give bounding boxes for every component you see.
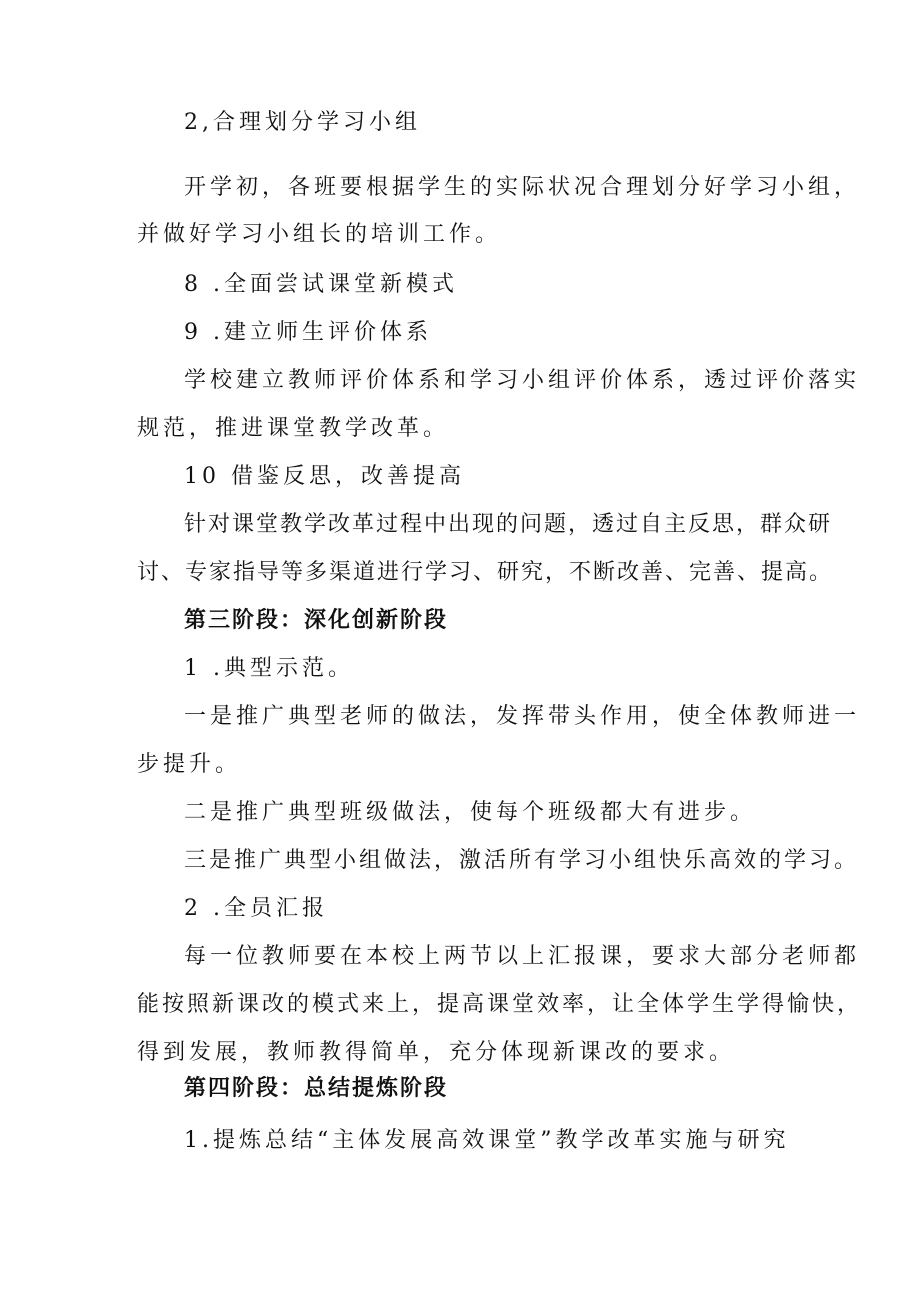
- paragraph-line: 三是推广典型小组做法，激活所有学习小组快乐高效的学习。: [184, 848, 860, 873]
- stage-4-heading: 第四阶段：总结提炼阶段: [184, 1076, 449, 1101]
- paragraph-line: 二是推广典型班级做法，使每个班级都大有进步。: [184, 800, 757, 825]
- paragraph-line: 学校建立教师评价体系和学习小组评价体系，透过评价落实: [184, 368, 861, 393]
- item-9-heading: 9 .建立师生评价体系: [184, 320, 432, 345]
- paragraph-line: 讨、专家指导等多渠道进行学习、研究，不断改善、完善、提高。: [137, 560, 834, 585]
- item-10-heading: 10 借鉴反思，改善提高: [184, 464, 465, 489]
- paragraph-line: 能按照新课改的模式来上，提高课堂效率，让全体学生学得愉快，: [137, 992, 863, 1017]
- stage-3-heading: 第三阶段：深化创新阶段: [184, 608, 449, 633]
- stage-4-item-1: 1.提炼总结“主体发展高效课堂”教学改革实施与研究: [184, 1128, 790, 1153]
- stage-3-item-2: 2 .全员汇报: [184, 896, 328, 921]
- paragraph-line: 得到发展，教师教得简单，充分体现新课改的要求。: [137, 1040, 736, 1065]
- paragraph-line: 并做好学习小组长的培训工作。: [137, 222, 502, 247]
- item-2-heading: 2,合理划分学习小组: [184, 110, 421, 135]
- paragraph-line: 规范，推进课堂教学改革。: [137, 416, 450, 441]
- paragraph-line: 步提升。: [137, 752, 242, 777]
- item-8-heading: 8 .全面尝试课堂新模式: [184, 272, 458, 297]
- paragraph-line: 每一位教师要在本校上两节以上汇报课，要求大部分老师都: [184, 944, 861, 969]
- paragraph-line: 针对课堂教学改革过程中出现的问题，透过自主反思，群众研: [184, 512, 833, 537]
- paragraph-line: 一是推广典型老师的做法，发挥带头作用，使全体教师进一: [184, 704, 861, 729]
- paragraph-line: 开学初，各班要根据学生的实际状况合理划分好学习小组，: [184, 175, 861, 200]
- stage-3-item-1: 1 .典型示范。: [184, 656, 354, 681]
